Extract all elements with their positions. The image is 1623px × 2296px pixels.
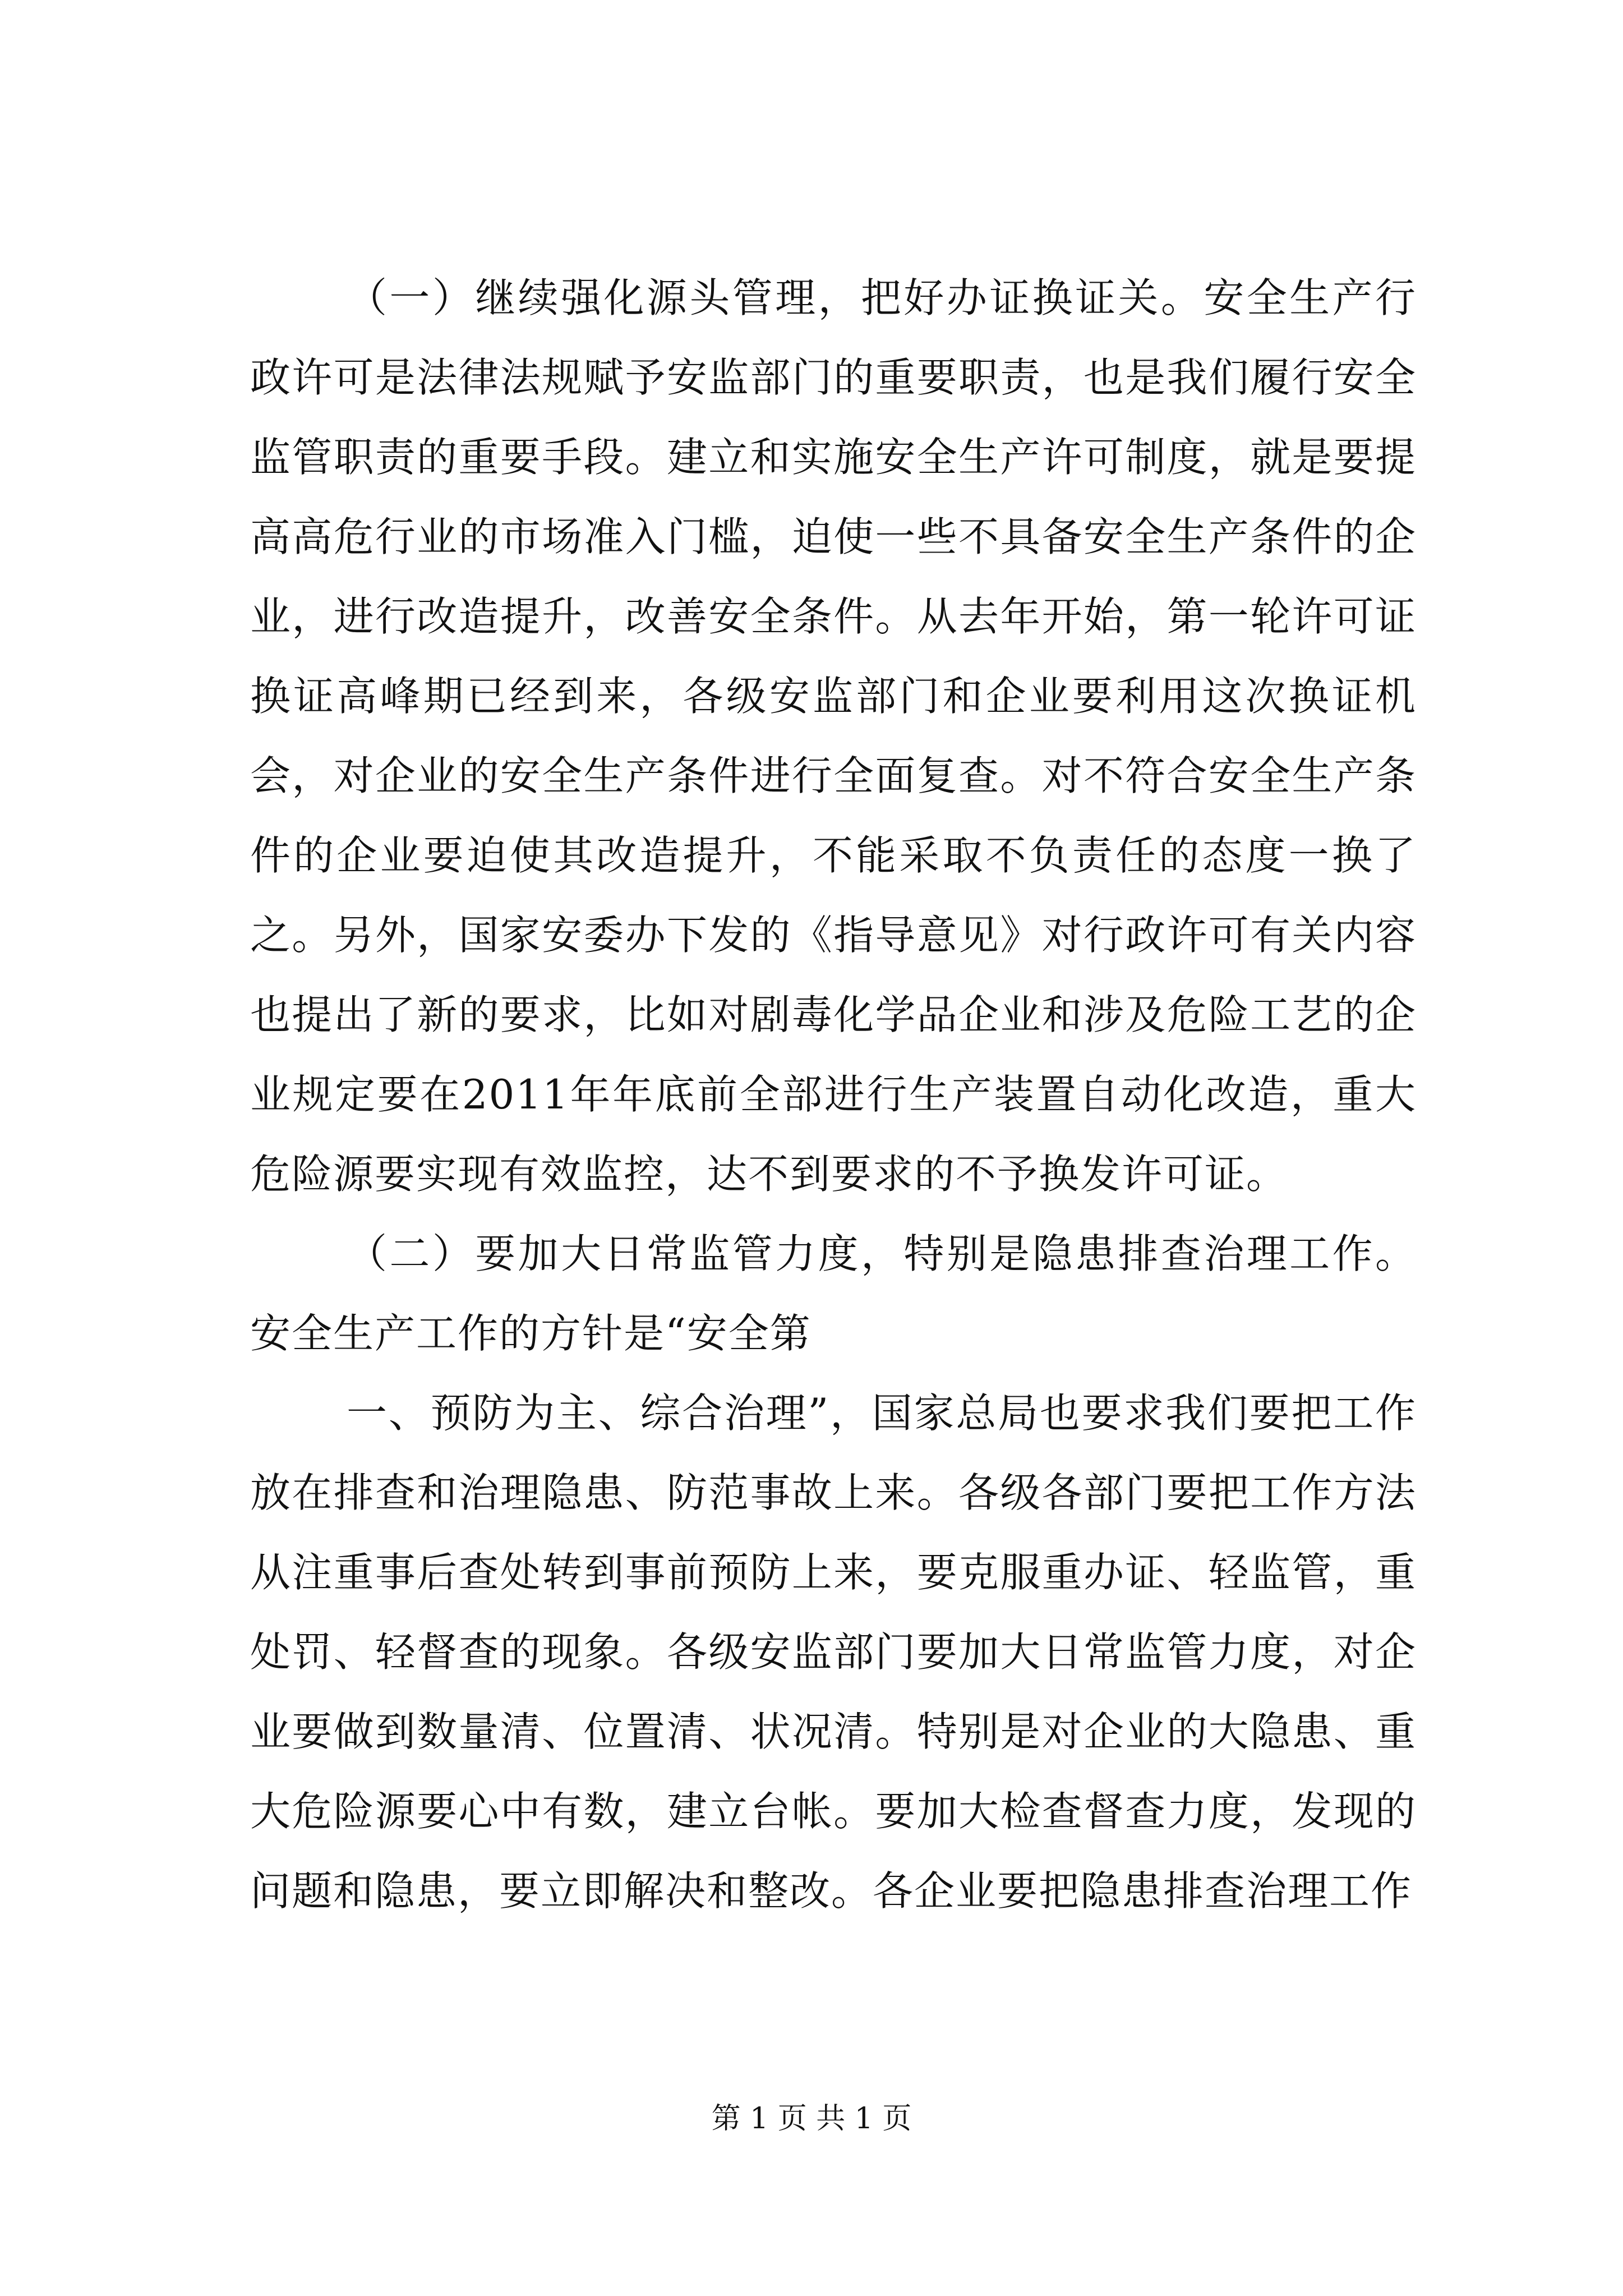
document-body xyxy=(250,258,1417,1931)
paragraph-source-management: （一）继续强化源头管理，把好办证换证关。安全生产行政许可是法律法规赋予安监部门的重要职责，也是我们履行安全监管职责的重要手段。建立和实施安全生产许可制度，就是要提高高危行业的市场准入门槛，迫使一些不具备安全生产条件的企业，进行改造提升，改善安全条件。从去年开始，第一轮许可证换证高峰期已经到来，各级安监部门和企业要利用这次换证机会，对企业的安全生产条件进行全面复查。对不符合安全生产条件的企业要迫使其改造提升，不能采取不负责任的态度一换了之。另外，国家安委办下发的《指导意见》对行政许可有关内容也提出了新的要求，比如对剧毒化学品企业和涉及危险工艺的企业规定要在2011年年底前全部进行生产装置自动化改造，重大危险源要实现有效监控，达不到要求的不予换发许可证。 xyxy=(250,274,1417,1198)
page-footer: 第 1 页 共 1 页 xyxy=(711,2102,912,2136)
paragraph-prevention-first: 一、预防为主、综合治理”，国家总局也要求我们要把工作放在排查和治理隐患、防范事故上来。各级各部门要把工作方法从注重事后查处转到事前预防上来，要克服重办证、轻监管，重处罚、轻督查的现象。各级安监部门要加大日常监管力度，对企业要做到数量清、位置清、状况清。特别是对企业的大隐患、重大危险源要心中有数，建立台帐。要加大检查督查力度，发现的问题和隐患，要立即解决和整改。各企业要把隐患排查治理工作 xyxy=(250,1389,1417,1915)
paragraph-daily-supervision: （二）要加大日常监管力度，特别是隐患排查治理工作。安全生产工作的方针是“安全第 xyxy=(250,1230,1417,1357)
